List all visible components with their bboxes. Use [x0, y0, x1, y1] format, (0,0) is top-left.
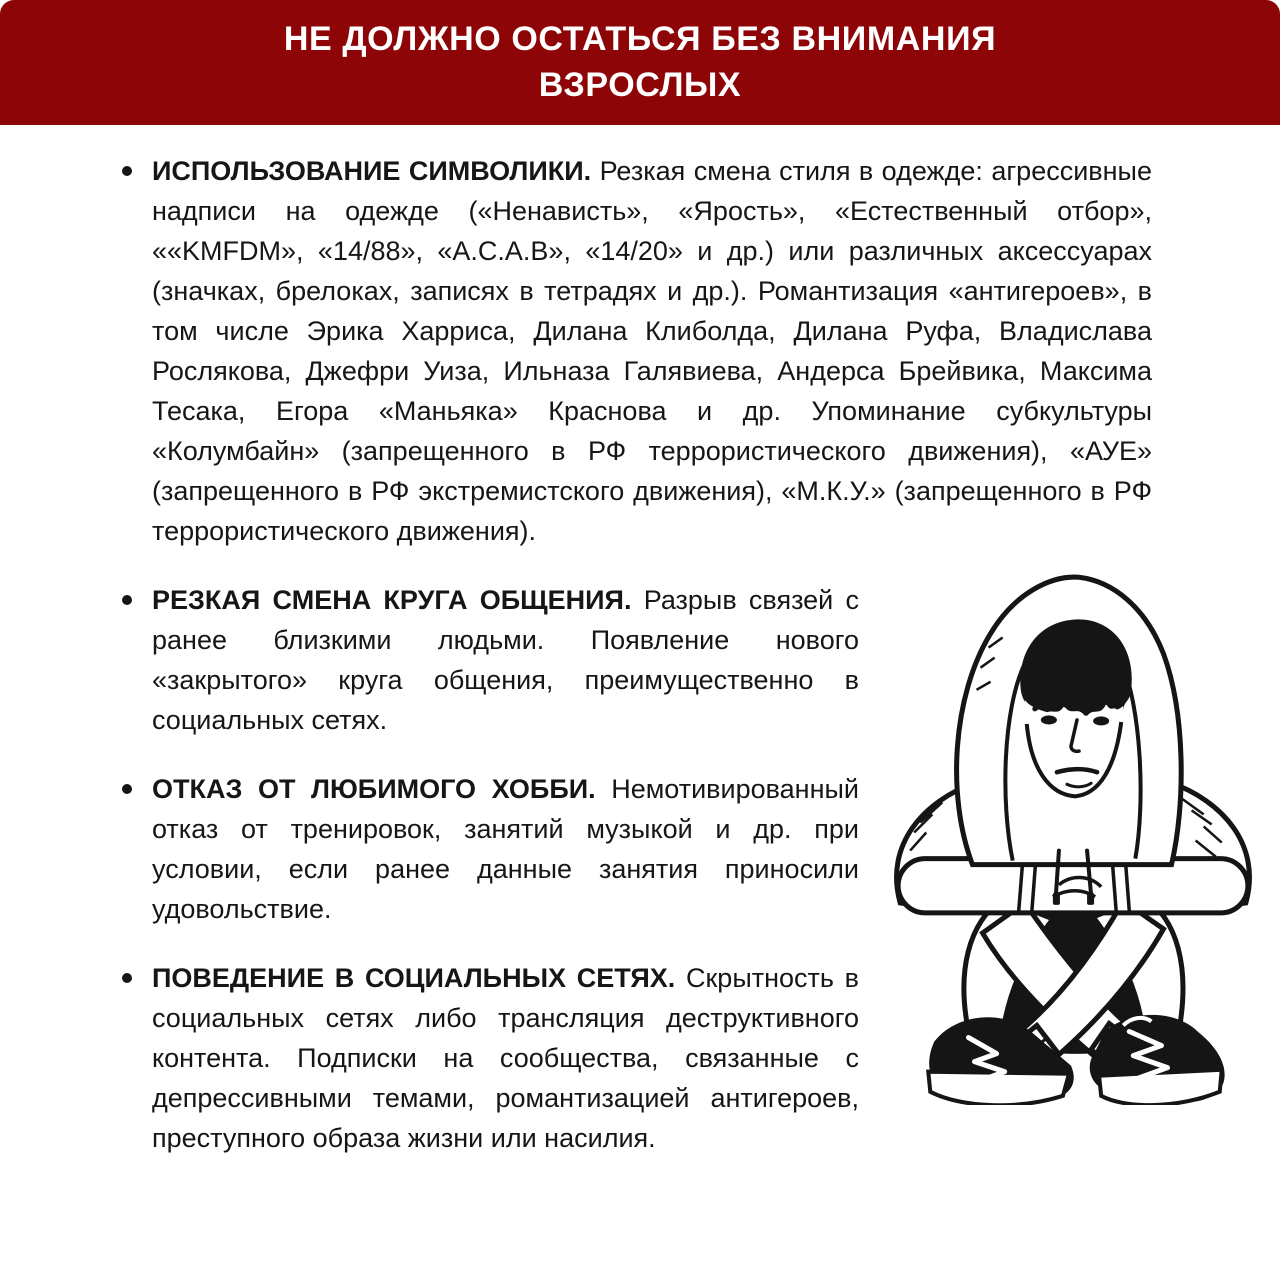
item-lead: РЕЗКАЯ СМЕНА КРУГА ОБЩЕНИЯ.: [152, 585, 632, 615]
item-text: Немотивированный отказ от тренировок, занятий музыкой и др. при условии, если ранее данные занятия приносили удовольствие.: [152, 774, 859, 924]
item-text: Резкая смена стиля в одежде: агрессивные надписи на одежде («Ненависть», «Ярость», «Естественный отбор», ««KMFDM», «14/88», «А.С.А.В», «14/20» и др.) или различных аксессуарах (значках, брелоках, записях в тетрадях и др.). Романтизация «антигероев», в том числе Эрика Харриса, Дилана Клиболда, Дилана Руфа, Владислава Рослякова, Джефри Уиза, Ильназа Галявиева, Андерса Брейвика, Максима Тесака, Егора «Маньяка» Краснова и др. Упоминание субкультуры «Колумбайн» (запрещенного в РФ террористического движения), «АУЕ» (запрещенного в РФ экстремистского движения), «М.К.У.» (запрещенного в РФ террористического движения).: [152, 156, 1152, 546]
content-area: [0, 125, 1280, 1158]
item-text: Скрытность в социальных сетях либо трансляция деструктивного контента. Подписки на сообщества, связанные с депрессивными темами, романтизацией антигероев, преступного образа жизни или насилия.: [152, 963, 859, 1153]
header-banner: [0, 0, 1280, 125]
page-title-line-2: ВЗРОСЛЫХ: [538, 65, 742, 104]
item-lead: ОТКАЗ ОТ ЛЮБИМОГО ХОББИ.: [152, 774, 596, 804]
list-item-social-media-behavior: [152, 958, 859, 1158]
item-text: Разрыв связей с ранее близкими людьми. Появление нового «закрытого» круга общения, преимущественно в социальных сетях.: [152, 585, 859, 735]
item-lead: ИСПОЛЬЗОВАНИЕ СИМВОЛИКИ.: [152, 156, 592, 186]
page-title-line-1: НЕ ДОЛЖНО ОСТАТЬСЯ БЕЗ ВНИМАНИЯ: [283, 20, 997, 59]
list-item-hobby-refusal: [152, 769, 859, 929]
warning-list: [0, 125, 1280, 1158]
list-item-social-circle: [152, 580, 859, 740]
list-item-symbolism: [152, 151, 1152, 551]
item-lead: ПОВЕДЕНИЕ В СОЦИАЛЬНЫХ СЕТЯХ.: [152, 963, 676, 993]
